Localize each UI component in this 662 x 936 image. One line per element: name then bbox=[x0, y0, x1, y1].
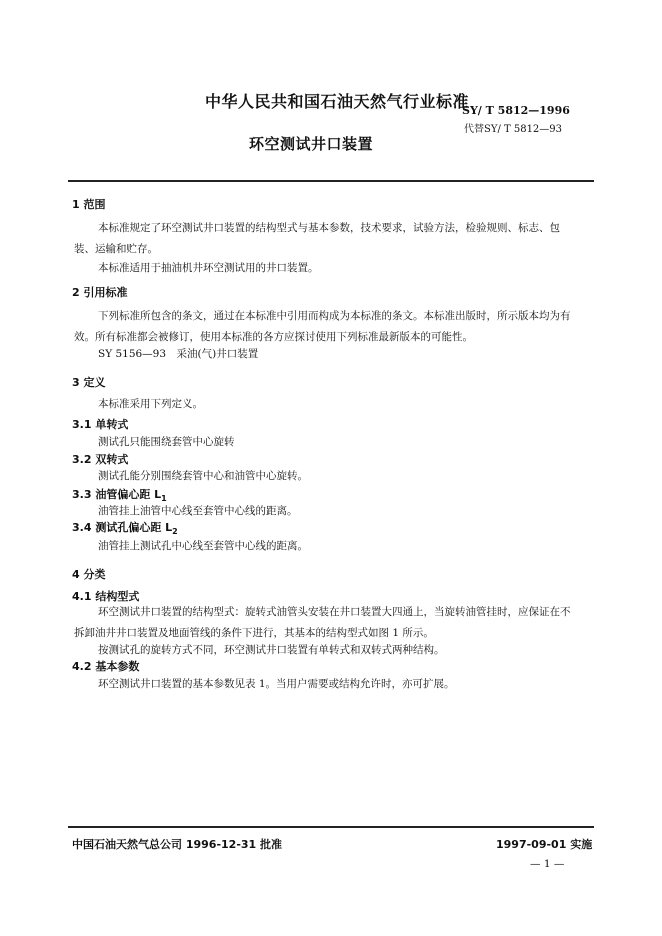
definition-3-2-title: 3.2 双转式 bbox=[72, 453, 129, 466]
section-1-paragraph-1: 本标准规定了环空测试井口装置的结构型式与基本参数，技术要求，试验方法，检验规则、标志、包装、运输和贮存。 bbox=[74, 222, 560, 255]
page-number: — 1 — bbox=[530, 858, 565, 870]
replaces-standard: 代替SY/ T 5812—93 bbox=[464, 124, 563, 135]
section-1-heading: 1 范围 bbox=[72, 198, 106, 211]
section-2-heading: 2 引用标准 bbox=[72, 286, 128, 299]
standard-code: SY/ T 5812—1996 bbox=[462, 104, 570, 117]
header-divider bbox=[68, 180, 594, 182]
subsection-4-2-title: 4.2 基本参数 bbox=[72, 660, 140, 673]
subsection-4-1-paragraph-2: 按测试孔的旋转方式不同，环空测试井口装置有单转式和双转式两种结构。 bbox=[98, 644, 445, 656]
section-2-reference: SY 5156—93 采油(气)井口装置 bbox=[98, 348, 259, 360]
section-4-heading: 4 分类 bbox=[72, 568, 106, 581]
definition-3-1-title: 3.1 单转式 bbox=[72, 418, 129, 431]
definition-3-4-body: 油管挂上测试孔中心线至套管中心线的距离。 bbox=[98, 540, 308, 552]
definition-3-3-title: 3.3 油管偏心距 $L_1$ bbox=[72, 488, 167, 504]
subsection-4-1-paragraph-1: 环空测试井口装置的结构型式：旋转式油管头安装在井口装置大四通上，当旋转油管挂时，应保证在不拆卸油井井口装置及地面管线的条件下进行，其基本的结构型式如图 1 所示。 bbox=[74, 606, 571, 639]
section-3-heading: 3 定义 bbox=[72, 376, 106, 389]
definition-3-4-title: 3.4 测试孔偏心距 $L_2$ bbox=[72, 521, 178, 537]
definition-3-2-body: 测试孔能分别围绕套管中心和油管中心旋转。 bbox=[98, 470, 308, 482]
subsection-4-2-paragraph-1: 环空测试井口装置的基本参数见表 1。当用户需要或结构允许时，亦可扩展。 bbox=[98, 678, 455, 690]
section-2-paragraph-1: 下列标准所包含的条文，通过在本标准中引用而构成为本标准的条文。本标准出版时，所示版本均为有效。所有标准都会被修订，使用本标准的各方应探讨使用下列标准最新版本的可能性。 bbox=[74, 310, 571, 343]
footer-divider bbox=[68, 826, 594, 828]
effective-date: 1997-09-01 实施 bbox=[496, 838, 593, 851]
definition-3-1-body: 测试孔只能围绕套管中心旋转 bbox=[98, 436, 235, 448]
document-title: 环空测试井口装置 bbox=[249, 135, 374, 153]
issuing-organization: 中华人民共和国石油天然气行业标准 bbox=[205, 92, 470, 111]
section-3-intro: 本标准采用下列定义。 bbox=[98, 398, 203, 410]
subsection-4-1-title: 4.1 结构型式 bbox=[72, 590, 140, 603]
approval-line: 中国石油天然气总公司 1996-12-31 批准 bbox=[72, 838, 283, 851]
section-1-paragraph-2: 本标准适用于抽油机井环空测试用的井口装置。 bbox=[98, 262, 319, 274]
definition-3-3-body: 油管挂上油管中心线至套管中心线的距离。 bbox=[98, 505, 298, 517]
